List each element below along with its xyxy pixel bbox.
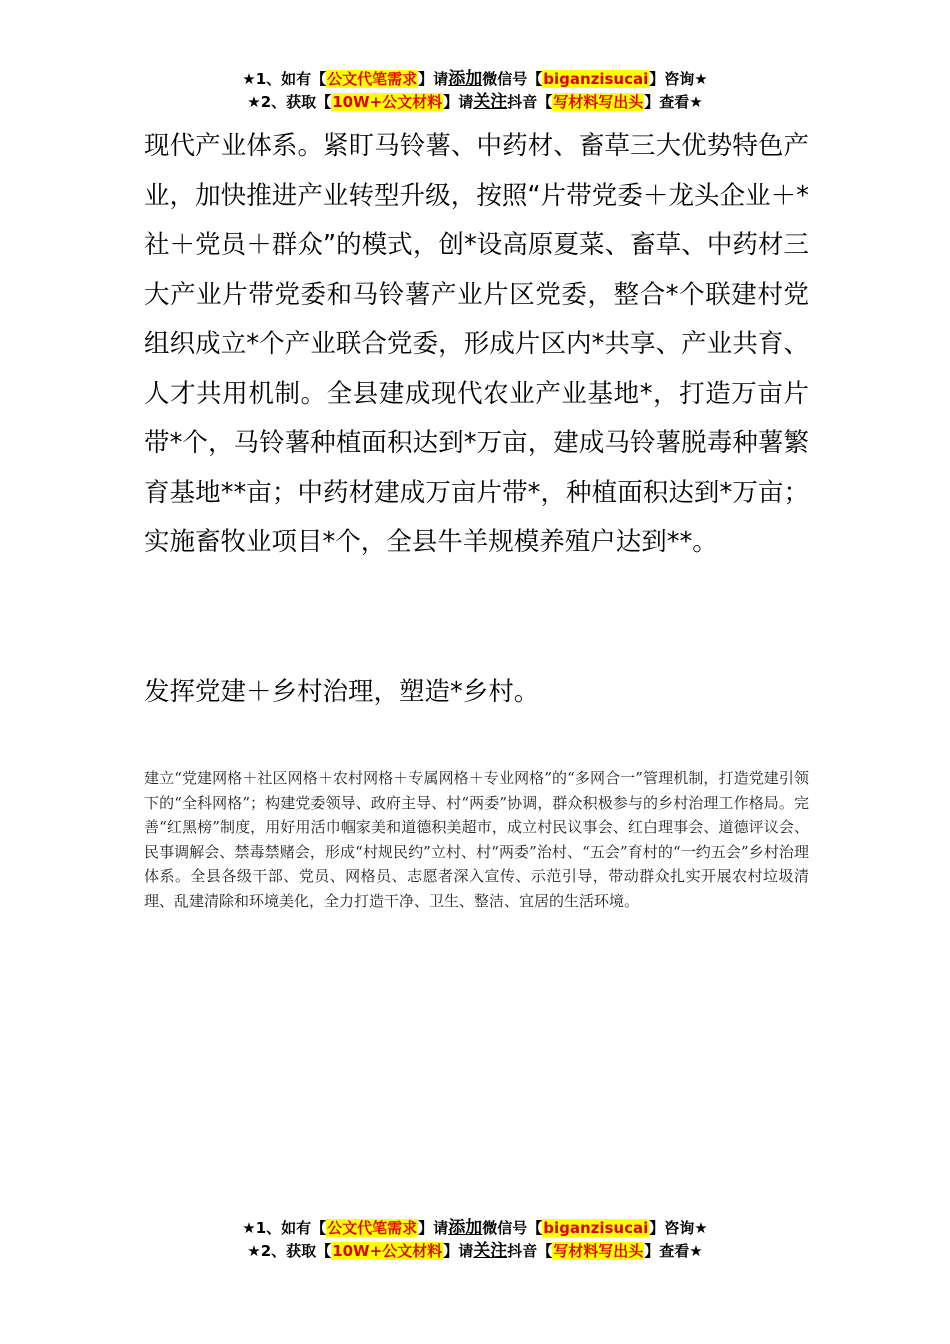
banner-text: 微信号【 (482, 70, 543, 88)
highlight-douyin-account: 写材料写出头 (553, 93, 644, 111)
banner-text: 微信号【 (482, 1219, 543, 1237)
highlight-wechat-id: biganzisucai (543, 1219, 649, 1237)
highlight-materials: 10W+公文材料 (332, 93, 443, 111)
banner-text: 】请 (443, 93, 474, 111)
banner-text: 】请 (443, 1242, 474, 1260)
underlined-text: 添加 (448, 1218, 483, 1238)
banner-text: 】咨询★ (649, 70, 708, 88)
banner-line-1 (0, 68, 950, 91)
banner-text: ★2、获取【 (247, 93, 332, 111)
footer-banner (0, 1217, 950, 1263)
banner-text: 抖音【 (507, 1242, 553, 1260)
highlight-wechat-id: biganzisucai (543, 70, 649, 88)
banner-text: 】查看★ (644, 1242, 703, 1260)
underlined-text: 关注 (473, 92, 508, 112)
banner-text: 】请 (418, 1219, 449, 1237)
highlight-douyin-account: 写材料写出头 (553, 1242, 644, 1260)
body-paragraph: 现代产业体系。紧盯马铃薯、中药材、畜草三大优势特色产业，加快推进产业转型升级，按照“片带党委＋龙头企业＋*社＋党员＋群众”的模式，创*设高原夏菜、畜草、中药材三大产业片带党委和马铃薯产业片区党委，整合*个联建村党组织成立*个产业联合党委，形成片区内*共享、产业共育、人才共用机制。全县建成现代农业产业基地*，打造万亩片带*个，马铃薯种植面积达到*万亩，建成马铃薯脱毒种薯繁育基地**亩；中药材建成万亩片带*，种植面积达到*万亩；实施畜牧业项目*个，全县牛羊规模养殖户达到**。 (144, 131, 809, 557)
banner-line-1 (0, 1217, 950, 1240)
highlight-service: 公文代笔需求 (327, 70, 418, 88)
underlined-text: 添加 (448, 69, 483, 89)
highlight-service: 公文代笔需求 (327, 1219, 418, 1237)
banner-line-2 (0, 1240, 950, 1263)
highlight-materials: 10W+公文材料 (332, 1242, 443, 1260)
banner-text: ★1、如有【 (242, 70, 327, 88)
underlined-text: 关注 (473, 1241, 508, 1261)
section-heading: 发挥党建＋乡村治理，塑造*乡村。 (144, 677, 540, 707)
banner-text: 】查看★ (644, 93, 703, 111)
header-banner (0, 68, 950, 114)
banner-text: ★2、获取【 (247, 1242, 332, 1260)
banner-text: 】请 (418, 70, 449, 88)
banner-text: 抖音【 (507, 93, 553, 111)
body-paragraph-small: 建立“党建网格＋社区网格＋农村网格＋专属网格＋专业网格”的“多网合一”管理机制，打造党建引领下的“全科网格”；构建党委领导、政府主导、村“两委”协调，群众积极参与的乡村治理工作格局。完善“红黑榜”制度，用好用活巾帼家美和道德积美超市，成立村民议事会、红白理事会、道德评议会、民事调解会、禁毒禁赌会，形成“村规民约”立村、村“两委”治村、“五会”育村的“一约五会”乡村治理体系。全县各级干部、党员、网格员、志愿者深入宣传、示范引导，带动群众扎实开展农村垃圾清理、乱建清除和环境美化，全力打造干净、卫生、整洁、宜居的生活环境。 (144, 769, 809, 910)
banner-text: 】咨询★ (649, 1219, 708, 1237)
banner-line-2 (0, 91, 950, 114)
banner-text: ★1、如有【 (242, 1219, 327, 1237)
